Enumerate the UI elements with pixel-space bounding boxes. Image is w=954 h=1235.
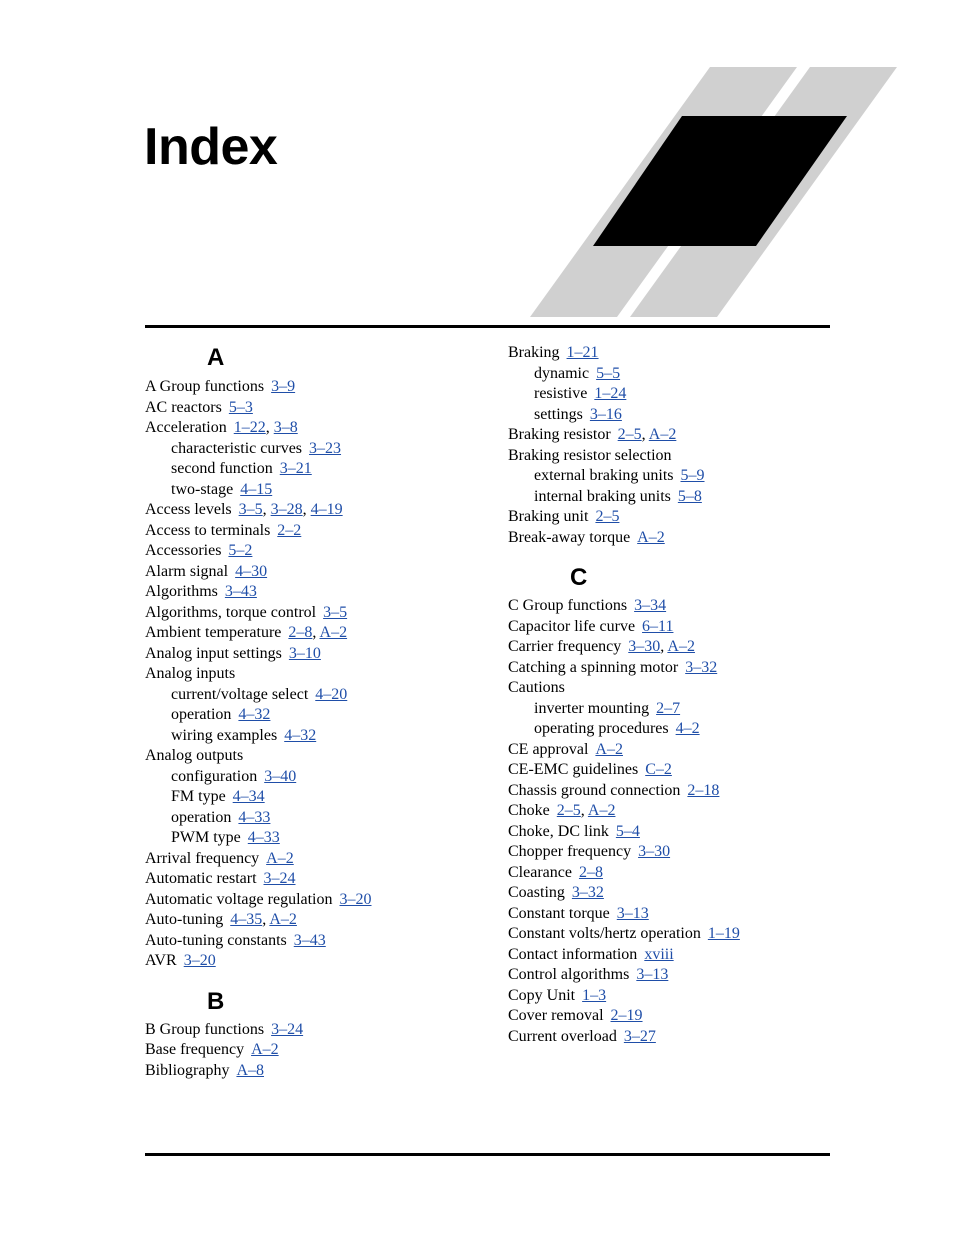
page-reference-link[interactable]: 5–5 [596,364,621,382]
index-entry [508,740,838,761]
index-entry [508,904,838,925]
index-term: Clearance [508,863,572,881]
index-subentry [145,828,485,849]
reference-separator: , [265,419,274,436]
page-references [582,987,606,1004]
page-reference-link[interactable]: 1–24 [594,385,627,402]
page-references [323,604,347,621]
page-reference-link[interactable]: A–2 [637,528,665,546]
page-references [596,365,620,382]
page-references [184,952,216,969]
bottom-rule [145,1153,830,1156]
index-term: Auto-tuning [145,911,224,928]
reference-separator: , [641,426,649,443]
page-references [264,768,296,785]
index-entry [508,883,838,904]
index-term: resistive [534,385,588,402]
page-reference-link[interactable]: 3–13 [616,904,649,922]
index-term: Braking resistor selection [508,446,672,464]
index-entry [508,986,838,1007]
index-entry [145,562,485,583]
index-term: Auto-tuning constants [145,931,287,949]
page-reference-link[interactable]: 3–5 [323,603,348,621]
page-reference-link[interactable]: 3–8 [273,419,298,436]
page-references [251,1041,279,1058]
page-references [230,911,297,928]
index-term: Analog outputs [145,747,244,764]
index-entry [145,931,485,952]
page-reference-link[interactable]: 5–2 [228,542,253,559]
index-entry [145,377,485,398]
page-references [636,966,668,983]
page-reference-link[interactable]: A–2 [266,849,294,867]
index-entry [508,842,838,863]
index-term: Current overload [508,1027,617,1045]
index-subentry [508,364,838,385]
index-term: Chassis ground connection [508,781,681,799]
index-subentry [508,384,838,405]
page-reference-link[interactable]: 3–9 [271,378,296,395]
page-reference-link[interactable]: C–2 [645,761,672,778]
index-entry [145,500,485,521]
page-reference-link[interactable]: 1–21 [566,344,599,361]
index-term: wiring examples [171,726,278,744]
index-entry [508,863,838,884]
index-entry [145,582,485,603]
index-subentry [145,808,485,829]
page-references [590,406,622,423]
page-references [248,829,280,846]
index-entry [145,521,485,542]
page-reference-link[interactable]: 3–20 [339,890,372,908]
page-references [289,645,321,662]
page-reference-link[interactable]: 4–19 [310,501,343,518]
page-references [284,727,316,744]
index-entry [508,945,838,966]
index-subentry [145,480,485,501]
page-reference-link[interactable]: 3–21 [279,460,312,477]
index-column-left [145,343,485,1081]
index-term: CE approval [508,740,589,758]
page-reference-link[interactable]: 3–34 [634,597,667,614]
index-term: Alarm signal [145,562,229,580]
index-subentry [145,685,485,706]
index-term: characteristic curves [171,439,303,457]
page-references [264,870,296,887]
index-term: Choke, DC link [508,822,609,840]
index-entry [508,1027,838,1048]
page-reference-link[interactable]: 3–30 [638,843,671,860]
index-subentry [508,487,838,508]
index-term: C Group functions [508,597,628,614]
page-references [288,624,347,641]
index-term: Acceleration [145,419,227,436]
index-term: two-stage [171,480,234,498]
index-entry [508,658,838,679]
page-reference-link[interactable]: 3–28 [270,501,303,518]
index-term: Braking [508,344,560,361]
page-references [229,399,253,416]
index-term: A Group functions [145,378,265,395]
page-reference-link[interactable]: A–2 [595,740,623,758]
section-letter: C [570,564,588,591]
page-references [271,1021,303,1038]
page-references [618,426,677,443]
page-reference-link[interactable]: 4–34 [232,788,265,805]
index-term: Contact information [508,945,638,963]
index-entry [508,924,838,945]
page-references [681,467,705,484]
page-reference-link[interactable]: 3–24 [263,870,296,887]
index-term: PWM type [171,829,241,846]
page-references [685,659,717,676]
page-references [617,905,649,922]
page-references [557,802,616,819]
page-references [340,891,372,908]
page-reference-link[interactable]: 3–16 [589,405,622,423]
section-letter: A [207,344,225,371]
page-reference-link[interactable]: 2–5 [556,802,581,819]
section-letter: B [207,987,225,1015]
page-reference-link[interactable]: A–2 [251,1041,279,1058]
index-term: Copy Unit [508,986,576,1004]
page-references [594,385,626,402]
index-term: Braking resistor [508,426,611,443]
index-term: Access levels [145,501,232,518]
page-references [678,488,702,505]
page-reference-link[interactable]: 3–24 [271,1020,304,1038]
index-entry [508,1006,838,1027]
index-term: internal braking units [534,487,671,505]
page-reference-link[interactable]: 3–43 [224,583,257,600]
index-term: FM type [171,788,226,805]
index-term: AC reactors [145,398,222,416]
index-term: current/voltage select [171,685,309,703]
page-reference-link[interactable]: 4–30 [235,562,268,580]
index-subentry [508,699,838,720]
page-references [642,618,673,635]
index-term: dynamic [534,364,590,382]
top-rule [145,325,830,328]
index-subentry [145,726,485,747]
index-term: settings [534,405,583,423]
page-reference-link[interactable]: xviii [644,945,674,963]
page-reference-link[interactable]: 3–10 [288,644,321,662]
page-references [616,823,640,840]
reference-separator: , [302,501,311,518]
index-entry [508,637,838,658]
page-reference-link[interactable]: 2–8 [578,863,603,881]
page-reference-link[interactable]: 3–27 [623,1027,656,1045]
index-term: Catching a spinning motor [508,658,679,676]
index-term: Braking unit [508,508,589,525]
page-references [687,782,719,799]
index-entry [508,596,838,617]
index-entry [145,603,485,624]
page-references [572,884,604,901]
page-reference-link[interactable]: 2–5 [617,426,642,443]
page-reference-link[interactable]: A–8 [236,1061,264,1079]
decorative-parallelogram-graphic [520,60,910,322]
page-references [676,720,700,737]
page-reference-link[interactable]: 3–32 [685,658,718,676]
page-references [656,700,680,717]
page-reference-link[interactable]: 6–11 [642,617,674,635]
page-reference-link[interactable]: 3–23 [309,439,342,457]
index-term: second function [171,460,273,477]
page-references [579,864,603,881]
index-term: configuration [171,767,258,785]
reference-separator: , [580,802,588,819]
index-entry [145,1020,485,1041]
page-references [239,501,343,518]
index-term: operation [171,808,232,826]
page-references [634,597,666,614]
page-reference-link[interactable]: 2–19 [610,1007,643,1024]
page-reference-link[interactable]: 2–18 [687,781,720,799]
index-term: Control algorithms [508,966,630,983]
index-entry [145,623,485,644]
page-reference-link[interactable]: A–2 [319,624,348,641]
page-reference-link[interactable]: A–2 [269,911,297,928]
index-subentry [145,787,485,808]
index-term: B Group functions [145,1020,265,1038]
index-term: AVR [145,952,177,969]
index-term: Capacitor life curve [508,617,636,635]
page-reference-link[interactable]: 1–3 [582,986,607,1004]
page-references [228,542,252,559]
page-references [280,460,312,477]
index-term: Break-away torque [508,528,631,546]
index-term: Base frequency [145,1041,245,1058]
index-term: Arrival frequency [145,849,260,867]
index-entry [145,890,485,911]
index-term: operation [171,706,232,723]
page-references [271,378,295,395]
index-entry [508,446,838,467]
index-entry [145,398,485,419]
page-reference-link[interactable]: A–2 [587,802,616,819]
page-references [595,508,619,525]
page-reference-link[interactable]: 2–7 [656,699,681,717]
index-subentry [145,459,485,480]
page-references [240,481,272,498]
index-entry [508,343,838,364]
page-references [567,344,599,361]
page-reference-link[interactable]: 4–33 [238,808,271,826]
index-term: Automatic voltage regulation [145,890,333,908]
index-term: Accessories [145,542,222,559]
index-subentry [508,405,838,426]
index-entry [145,664,485,685]
page-reference-link[interactable]: A–2 [667,638,695,655]
index-subentry [145,767,485,788]
index-term: Algorithms, torque control [145,603,317,621]
index-entry [145,849,485,870]
page-references [644,946,673,963]
page-references [611,1007,643,1024]
page-reference-link[interactable]: 2–8 [288,624,313,641]
page-reference-link[interactable]: 4–2 [675,720,700,737]
index-term: Access to terminals [145,521,271,539]
page-references [233,788,265,805]
index-term: Choke [508,802,550,819]
page-references [708,925,740,942]
page-references [235,563,267,580]
index-term: Analog input settings [145,644,282,662]
index-column-right [508,343,838,1047]
index-term: Constant torque [508,904,610,922]
page-reference-link[interactable]: 2–2 [277,521,302,539]
page-reference-link[interactable]: 5–9 [680,467,705,484]
index-term: inverter mounting [534,699,650,717]
page-references [266,850,294,867]
page-reference-link[interactable]: 5–8 [677,487,702,505]
index-entry [508,528,838,549]
page-reference-link[interactable]: 4–33 [247,829,280,846]
page-references [236,1062,264,1079]
page-reference-link[interactable]: 3–13 [636,966,669,983]
index-entry [508,760,838,781]
index-term: Bibliography [145,1061,230,1079]
reference-separator: , [262,911,270,928]
page-references [315,686,347,703]
reference-separator: , [262,501,271,518]
index-entry [145,418,485,439]
page-reference-link[interactable]: 3–43 [293,931,326,949]
index-term: Chopper frequency [508,843,632,860]
page-reference-link[interactable]: 1–22 [233,419,266,436]
index-entry [508,425,838,446]
page-reference-link[interactable]: A–2 [648,426,677,443]
page-reference-link[interactable]: 5–4 [615,822,640,840]
index-term: Analog inputs [145,665,236,682]
index-term: Cover removal [508,1007,604,1024]
index-entry [508,678,838,699]
index-entry [145,1061,485,1082]
index-subentry [508,466,838,487]
index-entry [145,746,485,767]
page-reference-link[interactable]: 3–5 [238,501,263,518]
index-term: Automatic restart [145,870,257,887]
page-references [234,419,298,436]
page-references [225,583,257,600]
index-subentry [145,705,485,726]
page-reference-link[interactable]: 5–3 [228,398,253,416]
index-entry [145,869,485,890]
page-reference-link[interactable]: 4–20 [315,685,348,703]
index-subentry [508,719,838,740]
index-entry [508,965,838,986]
index-entry [145,910,485,931]
page-references [595,741,623,758]
page-references [628,638,695,655]
index-term: CE-EMC guidelines [508,761,639,778]
index-entry [145,541,485,562]
reference-separator: , [312,624,320,641]
page-references [294,932,326,949]
page-references [637,529,665,546]
page-references [309,440,341,457]
index-entry [508,801,838,822]
index-term: operating procedures [534,720,669,737]
index-entry [508,781,838,802]
index-term: Coasting [508,884,565,901]
index-entry [145,1040,485,1061]
page-reference-link[interactable]: 3–32 [571,884,604,901]
page-reference-link[interactable]: 4–15 [240,480,273,498]
index-term: Constant volts/hertz operation [508,925,701,942]
index-term: external braking units [534,467,674,484]
page-references [645,761,672,778]
index-term: Ambient temperature [145,624,282,641]
index-entry [145,644,485,665]
reference-separator: , [660,638,668,655]
page-references [238,706,270,723]
index-entry [508,507,838,528]
index-term: Cautions [508,679,565,696]
page-references [238,809,270,826]
page-reference-link[interactable]: 3–20 [183,952,216,969]
page-reference-link[interactable]: 4–32 [238,706,271,723]
index-entry [508,822,838,843]
index-term: Carrier frequency [508,638,622,655]
page-reference-link[interactable]: 2–5 [595,508,620,525]
page-references [638,843,670,860]
index-entry [145,951,485,972]
index-term: Algorithms [145,583,218,600]
page-references [277,522,301,539]
page-reference-link[interactable]: 4–32 [284,726,317,744]
page-title: Index [144,118,278,176]
page-reference-link[interactable]: 1–19 [707,925,740,942]
index-entry [508,617,838,638]
page-reference-link[interactable]: 4–35 [230,911,263,928]
page-reference-link[interactable]: 3–30 [628,638,661,655]
page-references [624,1028,656,1045]
page-reference-link[interactable]: 3–40 [264,767,297,785]
index-subentry [145,439,485,460]
